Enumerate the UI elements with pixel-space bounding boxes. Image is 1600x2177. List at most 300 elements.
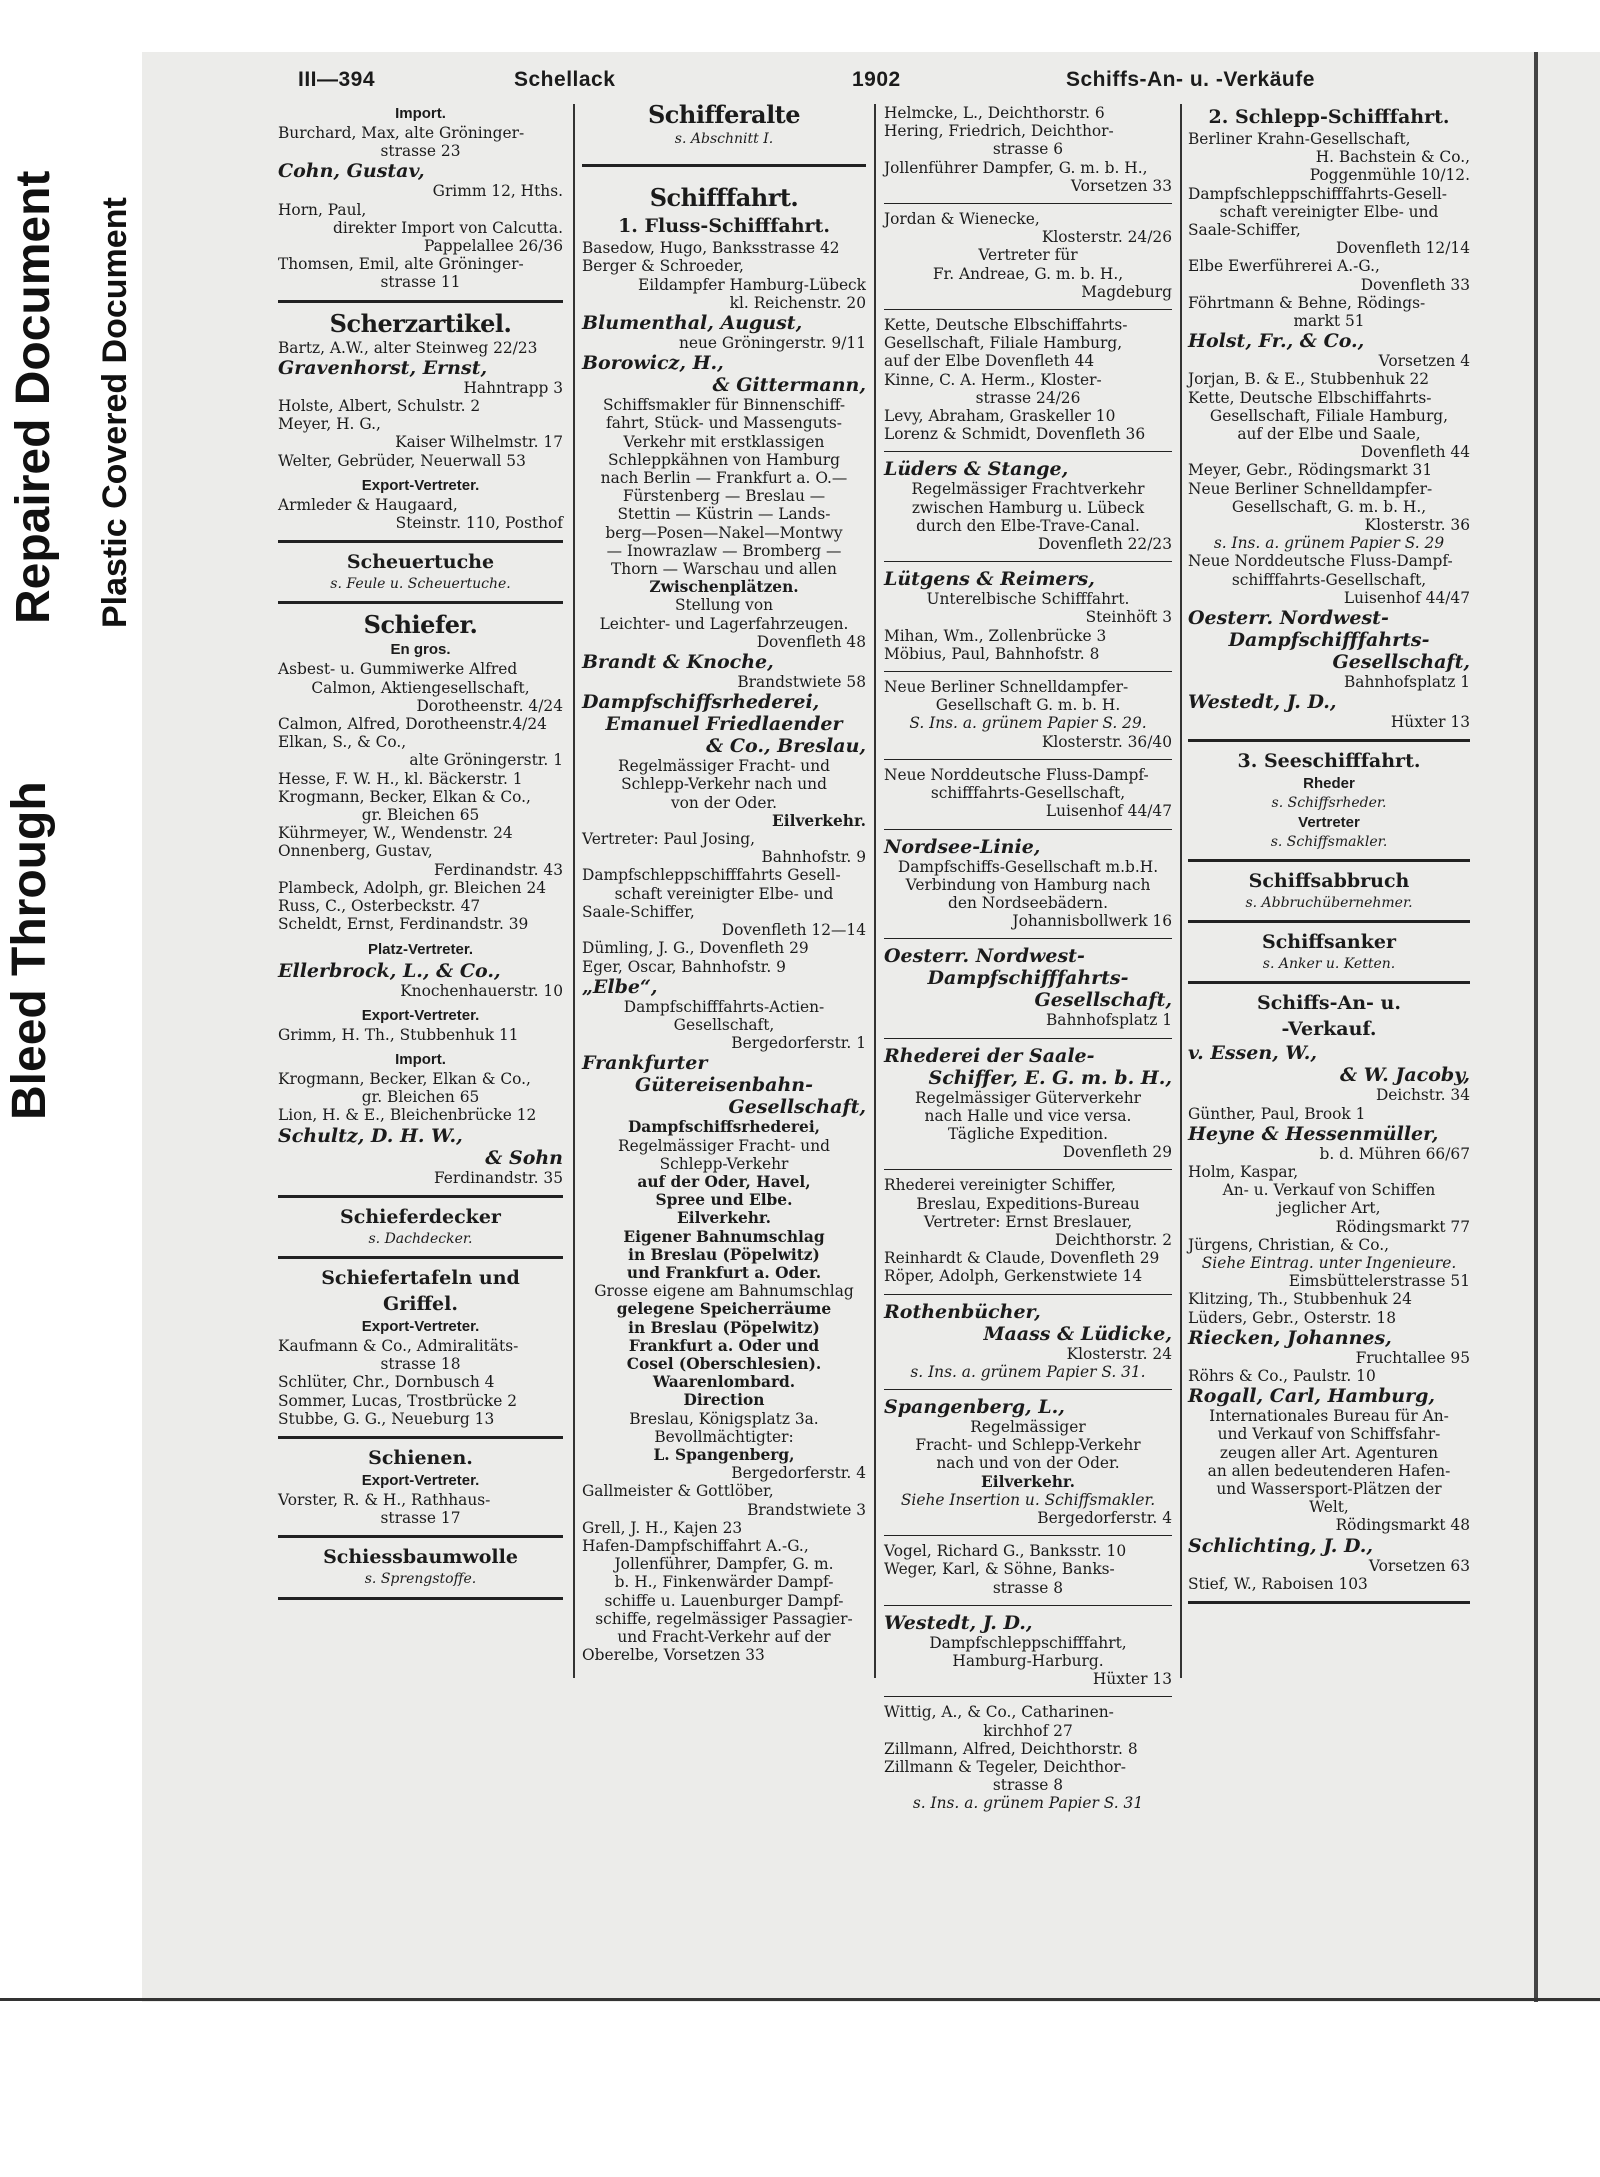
entry-line: gr. Bleichen 65	[361, 806, 480, 825]
entry-line: Dampfschiffsrhederei,	[627, 1118, 821, 1137]
entry-address: Dovenfleth 48	[756, 632, 866, 651]
entry: Lüders, Gebr., Osterstr. 18	[1188, 1308, 1397, 1327]
entry-line: Regelmässiger Frachtverkehr	[911, 480, 1145, 499]
entry-firm: Emanuel Friedlaender	[605, 713, 843, 736]
entry-line: H. Bachstein & Co.,	[1315, 148, 1470, 167]
entry-line: Waarenlombard.	[652, 1373, 796, 1392]
entry-line: schaft vereinigter Elbe- und	[1219, 202, 1439, 221]
entry-line: und Fracht-Verkehr auf der	[617, 1628, 831, 1646]
entry-address: Dovenfleth 22/23	[1037, 535, 1172, 554]
entry: Russ, C., Osterbeckstr. 47	[278, 897, 481, 916]
entry: Onnenberg, Gustav,	[278, 842, 433, 861]
section-rule	[884, 1535, 1172, 1536]
entry-line: in Breslau (Pöpelwitz)	[628, 1245, 820, 1264]
entry-firm: Schultz, D. H. W.,	[278, 1124, 463, 1147]
entry-line: nach und von der Oder.	[936, 1454, 1120, 1473]
entry: Zillmann, Alfred, Deichthorstr. 8	[884, 1739, 1138, 1758]
section-rule	[884, 1389, 1172, 1390]
entry: Asbest- u. Gummiwerke Alfred	[278, 660, 518, 679]
entry: Berger & Schroeder,	[582, 257, 744, 276]
entry-address: Deichthorstr. 2	[1055, 1230, 1172, 1249]
see-reference: s. Dachdecker.	[368, 1230, 473, 1247]
entry-address: Magdeburg	[1081, 282, 1172, 301]
entry: Armleder & Haugaard,	[278, 495, 458, 514]
entry-firm: Lüders & Stange,	[884, 458, 1069, 481]
entry-line: Gesellschaft G. m. b. H.	[935, 696, 1121, 715]
entry: Dampfschleppschifffahrts Gesell-	[582, 866, 841, 885]
entry-line: Dampfschiffs-Gesellschaft m.b.H.	[897, 857, 1159, 876]
entry-firm: Gütereisenbahn-	[635, 1074, 813, 1097]
entry-firm: Gesellschaft,	[1332, 651, 1470, 674]
entry-line: Dampfschifffahrts-Actien-	[623, 997, 825, 1016]
entry-line: Eigener Bahnumschlag	[623, 1227, 825, 1246]
section-rule	[884, 1696, 1172, 1697]
entry-line: strasse 6	[992, 140, 1064, 159]
entry-line: auf der Oder, Havel,	[637, 1172, 811, 1191]
entry: Elbe Ewerführerei A.-G.,	[1188, 257, 1380, 276]
repaired-document-label: Repaired Document	[7, 170, 60, 624]
entry: Röper, Adolph, Gerkenstwiete 14	[884, 1267, 1143, 1286]
page-number: III—394	[298, 68, 376, 91]
entry-line: Frankfurt a. Oder und	[628, 1336, 820, 1355]
entry-line: kirchhof 27	[983, 1721, 1073, 1740]
entry-line: Calmon, Aktiengesellschaft,	[311, 678, 530, 697]
entry: Meyer, Gebr., Rödingsmarkt 31	[1188, 461, 1433, 480]
entry-address: Kaiser Wilhelmstr. 17	[395, 433, 563, 452]
entry-line: zeugen aller Art. Agenturen	[1219, 1443, 1439, 1462]
entry-address: Bahnhofsplatz 1	[1045, 1011, 1172, 1030]
entry-firm: Oesterr. Nordwest-	[884, 945, 1085, 968]
section-rule	[1188, 920, 1470, 923]
section-rule	[884, 1294, 1172, 1295]
entry-firm: Dampfschifffahrts-	[927, 967, 1129, 990]
section-heading: -Verkauf.	[1281, 1018, 1377, 1041]
entry-line: Vertreter: Ernst Breslauer,	[923, 1212, 1133, 1231]
section-rule	[884, 451, 1172, 452]
section-rule	[1188, 981, 1470, 984]
entry-line: Hamburg-Harburg.	[952, 1651, 1104, 1670]
entry-line: direkter Import von Calcutta.	[333, 218, 563, 237]
entry-line: auf der Elbe und Saale,	[1237, 425, 1421, 444]
entry-line: schifffahrts-Gesellschaft,	[930, 784, 1126, 803]
entry: Scheldt, Ernst, Ferdinandstr. 39	[278, 915, 529, 934]
entry-firm: Blumenthal, August,	[582, 312, 803, 335]
entry-line: Welt,	[1309, 1498, 1349, 1517]
entry: Stubbe, G. G., Neueburg 13	[278, 1409, 495, 1428]
section-heading: Schiffs-An- u.	[1257, 992, 1401, 1015]
entry-line: Jollenführer, Dampfer, G. m.	[614, 1555, 834, 1574]
section-heading: Schiffsabbruch	[1248, 869, 1410, 892]
entry-line: auf der Elbe Dovenfleth 44	[884, 352, 1095, 371]
entry-line: nach Halle und vice versa.	[924, 1106, 1132, 1125]
header-year: 1902	[852, 68, 901, 91]
entry-address: Vorsetzen 4	[1378, 352, 1470, 371]
section-rule	[884, 1038, 1172, 1039]
entry: Burchard, Max, alte Gröninger-	[278, 124, 525, 142]
header-left-word: Schellack	[514, 68, 616, 91]
entry-address: Fruchtallee 95	[1355, 1348, 1470, 1367]
entry-line: durch den Elbe-Trave-Canal.	[916, 516, 1140, 535]
entry: Neue Berliner Schnelldampfer-	[1188, 479, 1433, 498]
entry-line: Siehe Eintrag. unter Ingenieure.	[1201, 1253, 1457, 1272]
entry-firm: & Co., Breslau,	[706, 735, 866, 758]
entry-line: Gesellschaft,	[673, 1015, 775, 1034]
entry: Vogel, Richard G., Banksstr. 10	[884, 1542, 1127, 1561]
entry: Reinhardt & Claude, Dovenfleth 29	[884, 1249, 1160, 1268]
entry-address: Luisenhof 44/47	[1045, 802, 1172, 821]
entry-firm: Brandt & Knoche,	[582, 651, 774, 674]
section-rule	[278, 300, 563, 303]
entry-line: Breslau, Königsplatz 3a.	[629, 1409, 819, 1428]
section-subheading: Export-Vertreter.	[361, 1471, 480, 1489]
entry: Berliner Krahn-Gesellschaft,	[1188, 130, 1411, 148]
entry-line: Vertreter für	[978, 246, 1078, 265]
section-subheading: Vertreter	[1298, 813, 1360, 831]
section-heading: 2. Schlepp-Schifffahrt.	[1208, 106, 1450, 128]
entry-line: Schiffsmakler für Binnenschiff-	[602, 396, 846, 415]
see-reference: s. Feule u. Scheuertuche.	[330, 576, 511, 593]
section-rule	[884, 759, 1172, 760]
entry-address: Hahntrapp 3	[463, 378, 563, 397]
entry-line: Stettin — Küstrin — Lands-	[617, 505, 831, 524]
entry-address: Klosterstr. 36/40	[1041, 732, 1172, 751]
bleed-through-label: Bleed Through	[3, 781, 56, 1120]
entry: Krogmann, Becker, Elkan & Co.,	[278, 787, 531, 806]
entry-line: und Wassersport-Plätzen der	[1216, 1479, 1442, 1498]
entry-firm: Rothenbücher,	[884, 1300, 1041, 1323]
section-subheading: Import.	[395, 105, 446, 122]
entry-firm: Spangenberg, L.,	[884, 1395, 1065, 1418]
entry-line: L. Spangenberg,	[653, 1445, 795, 1464]
entry-firm: Oesterr. Nordwest-	[1188, 607, 1389, 630]
entry: Stief, W., Raboisen 103	[1188, 1574, 1368, 1593]
entry-address: Klosterstr. 24/26	[1041, 228, 1172, 247]
entry-firm: Maass & Lüdicke,	[983, 1322, 1172, 1345]
see-reference: s. Anker u. Ketten.	[1262, 956, 1396, 973]
entry: Grimm, H. Th., Stubbenhuk 11	[278, 1025, 519, 1044]
entry-firm: v. Essen, W.,	[1188, 1042, 1317, 1065]
entry: Hering, Friedrich, Deichthor-	[884, 122, 1114, 141]
entry-line: Dampfschleppschifffahrt,	[929, 1633, 1127, 1652]
entry-line: Schlepp-Verkehr	[659, 1154, 789, 1173]
entry-address: Dovenfleth 12/14	[1335, 239, 1470, 258]
entry: Horn, Paul,	[278, 200, 367, 219]
entry-line: Eilverkehr.	[677, 1209, 771, 1228]
entry-firm: Gesellschaft,	[1034, 989, 1172, 1012]
entry-address: Bergedorferstr. 4	[731, 1464, 866, 1483]
entry: Welter, Gebrüder, Neuerwall 53	[278, 451, 526, 470]
entry-address: Vorsetzen 33	[1070, 176, 1172, 195]
entry-line: Gesellschaft, G. m. b. H.,	[1231, 497, 1427, 516]
section-rule	[1188, 859, 1470, 862]
entry: Kette, Deutsche Elbschiffahrts-	[884, 316, 1128, 335]
entry-line: Breslau, Expeditions-Bureau	[916, 1194, 1140, 1213]
entry-line: markt 51	[1293, 312, 1365, 331]
entry: Jorjan, B. & E., Stubbenhuk 22	[1188, 370, 1430, 389]
entry-line: Saale-Schiffer,	[1188, 221, 1301, 240]
entry: Sommer, Lucas, Trostbrücke 2	[278, 1391, 517, 1410]
entry-address: Hüxter 13	[1390, 713, 1470, 732]
entry-line: und Frankfurt a. Oder.	[626, 1263, 822, 1282]
entry-line: Regelmässiger Fracht- und	[618, 1136, 830, 1155]
entry-line: Unterelbische Schifffahrt.	[926, 590, 1130, 609]
section-subheading: Import.	[395, 1050, 446, 1068]
entry-line: An- u. Verkauf von Schiffen	[1222, 1181, 1436, 1200]
section-heading: Schiefertafeln und	[321, 1266, 520, 1289]
entry: Dampfschleppschifffahrts-Gesell-	[1188, 184, 1447, 203]
bottom-border	[0, 1998, 1600, 2001]
entry-address: Eimsbüttelerstrasse 51	[1288, 1272, 1470, 1291]
entry-address: Brandstwiete 3	[747, 1500, 866, 1519]
entry-line: Thorn — Warschau und allen	[611, 560, 837, 579]
entry: Weger, Karl, & Söhne, Banks-	[884, 1560, 1115, 1579]
entry: Föhrtmann & Behne, Rödings-	[1188, 293, 1426, 312]
entry-line: gelegene Speicherräume	[616, 1300, 832, 1319]
entry: Levy, Abraham, Graskeller 10	[884, 407, 1116, 426]
entry-firm: Westedt, J. D.,	[884, 1611, 1033, 1634]
see-reference: s. Schiffsrheder.	[1271, 795, 1387, 812]
entry-firm: Dampfschiffsrhederei,	[582, 691, 820, 714]
entry-address: Klosterstr. 36	[1364, 516, 1470, 535]
entry-address: Pappelallee 26/36	[423, 237, 563, 256]
entry-line: den Nordseebädern.	[948, 893, 1108, 912]
section-rule	[884, 671, 1172, 672]
entry: Schlüter, Chr., Dornbusch 4	[278, 1373, 495, 1392]
entry-address: Dovenfleth 29	[1062, 1143, 1172, 1162]
entry-line: Cosel (Oberschlesien).	[626, 1354, 822, 1373]
entry-address: Oberelbe, Vorsetzen 33	[582, 1646, 765, 1665]
entry-address: Dovenfleth 33	[1360, 275, 1470, 294]
entry-address: Klosterstr. 24	[1066, 1344, 1172, 1363]
section-rule	[884, 203, 1172, 204]
entry-line: schiffe u. Lauenburger Dampf-	[604, 1591, 844, 1610]
entry-address: Dorotheenstr. 4/24	[416, 696, 563, 715]
entry: Wittig, A., & Co., Catharinen-	[884, 1703, 1114, 1722]
entry-line: Gesellschaft, Filiale Hamburg,	[884, 334, 1123, 353]
entry-line: zwischen Hamburg u. Lübeck	[911, 498, 1145, 517]
column-2	[582, 100, 866, 1665]
section-rule	[278, 1436, 563, 1439]
section-heading: 3. Seeschifffahrt.	[1237, 750, 1421, 773]
entry-firm: Heyne & Hessenmüller,	[1188, 1122, 1439, 1145]
column-1	[278, 104, 563, 1606]
entry-address: Knochenhauerstr. 10	[400, 981, 563, 1000]
entry: Neue Norddeutsche Fluss-Dampf-	[1188, 552, 1453, 571]
entry-line: schiffe, regelmässiger Passagier-	[595, 1609, 853, 1628]
section-heading: Schienen.	[368, 1446, 473, 1469]
entry: Helmcke, L., Deichthorstr. 6	[884, 104, 1105, 122]
entry: Lorenz & Schmidt, Dovenfleth 36	[884, 425, 1146, 444]
see-reference: s. Schiffsmakler.	[1270, 833, 1388, 850]
entry: Calmon, Alfred, Dorotheenstr.4/24	[278, 715, 547, 734]
entry-line: schaft vereinigter Elbe- und	[614, 884, 834, 903]
section-subheading: Export-Vertreter.	[361, 1317, 480, 1335]
entry-line: Regelmässiger	[970, 1417, 1086, 1436]
section-rule	[884, 938, 1172, 939]
section-rule	[1188, 739, 1470, 742]
section-heading: Schiessbaumwolle	[323, 1546, 518, 1569]
section-rule	[884, 309, 1172, 310]
entry: Holm, Kaspar,	[1188, 1162, 1299, 1181]
entry-line: von der Oder.	[670, 793, 778, 812]
entry-line: Fr. Andreae, G. m. b. H.,	[932, 264, 1124, 283]
entry-line: strasse 11	[380, 273, 461, 292]
entry: Günther, Paul, Brook 1	[1188, 1104, 1366, 1123]
entry-line: jeglicher Art,	[1277, 1199, 1381, 1218]
entry-line: s. Ins. a. grünem Papier S. 29	[1213, 534, 1445, 553]
entry-line: Regelmässiger Güterverkehr	[915, 1088, 1141, 1107]
entry-firm: Holst, Fr., & Co.,	[1188, 330, 1365, 353]
entry-line: Schlepp-Verkehr nach und	[621, 775, 827, 794]
entry: Eger, Oscar, Bahnhofstr. 9	[582, 957, 786, 976]
side-label-panel	[0, 60, 150, 1140]
entry-line: Fürstenberg — Breslau —	[622, 487, 826, 506]
entry-line: Saale-Schiffer,	[582, 902, 695, 921]
entry-line: und Verkauf von Schiffsfahr-	[1217, 1425, 1441, 1444]
entry-line: s. Ins. a. grünem Papier S. 31	[912, 1794, 1144, 1813]
section-rule	[1188, 1601, 1470, 1604]
entry-line: Tägliche Expedition.	[947, 1124, 1109, 1143]
entry: Röhrs & Co., Paulstr. 10	[1188, 1366, 1376, 1385]
entry-line: Direction	[683, 1391, 765, 1410]
entry-address: alte Gröningerstr. 1	[409, 751, 563, 770]
entry: Neue Berliner Schnelldampfer-	[884, 678, 1129, 697]
entry-address: b. d. Mühren 66/67	[1319, 1144, 1470, 1163]
section-rule	[884, 829, 1172, 830]
entry-firm: Frankfurter	[582, 1052, 708, 1075]
entry-address: neue Gröningerstr. 9/11	[678, 334, 866, 353]
section-subheading: Export-Vertreter.	[361, 476, 480, 494]
section-heading: Schifffahrt.	[649, 183, 799, 213]
see-reference: s. Abbruchübernehmer.	[1245, 894, 1413, 911]
entry-line: Regelmässiger Fracht- und	[618, 757, 830, 776]
entry-line: Grosse eigene am Bahnumschlag	[594, 1282, 854, 1301]
see-reference: s. Sprengstoffe.	[364, 1571, 477, 1588]
entry-line: Eilverkehr.	[772, 811, 866, 830]
section-rule	[278, 1195, 563, 1198]
section-subheading: Platz-Vertreter.	[367, 940, 474, 958]
entry: Hesse, F. W. H., kl. Bäckerstr. 1	[278, 769, 523, 788]
section-heading: Scherzartikel.	[329, 308, 512, 338]
entry-firm: Borowicz, H.,	[582, 352, 724, 375]
entry: Krogmann, Becker, Elkan & Co.,	[278, 1069, 531, 1088]
section-subheading: Export-Vertreter.	[361, 1006, 480, 1024]
entry-line: S. Ins. a. grünem Papier S. 29.	[909, 714, 1147, 733]
entry-line: Spree und Elbe.	[655, 1191, 793, 1210]
entry-firm: & Gittermann,	[712, 374, 866, 397]
column-4	[1188, 104, 1470, 1610]
entry: Gallmeister & Gottlöber,	[582, 1482, 774, 1501]
entry: Meyer, H. G.,	[278, 415, 381, 434]
entry: Dümling, J. G., Dovenfleth 29	[582, 939, 809, 958]
entry-line: in Breslau (Pöpelwitz)	[628, 1318, 820, 1337]
column-divider	[874, 104, 876, 1678]
entry-address: Grimm 12, Hths.	[432, 182, 563, 201]
entry: Jürgens, Christian, & Co.,	[1188, 1235, 1389, 1254]
entry-line: Stellung von	[674, 596, 774, 615]
entry-address: Dovenfleth 12—14	[721, 921, 866, 940]
entry: Kinne, C. A. Herm., Kloster-	[884, 370, 1102, 389]
entry-line: Leichter- und Lagerfahrzeugen.	[599, 614, 849, 633]
entry-line: Verbindung von Hamburg nach	[905, 875, 1151, 894]
entry-address: Dovenfleth 44	[1360, 443, 1470, 462]
entry: Jordan & Wienecke,	[884, 210, 1040, 229]
entry-firm: Rhederei der Saale-	[884, 1044, 1095, 1067]
entry-address: Deichstr. 34	[1375, 1086, 1470, 1105]
entry-address: Rödingsmarkt 48	[1335, 1516, 1470, 1535]
entry-line: Gesellschaft, Filiale Hamburg,	[1209, 406, 1449, 425]
section-rule	[884, 1169, 1172, 1170]
entry-address: Poggenmühle 10/12.	[1309, 166, 1470, 185]
entry: Plambeck, Adolph, gr. Bleichen 24	[278, 878, 547, 897]
section-subheading: En gros.	[390, 641, 451, 659]
entry-firm: Rogall, Carl, Hamburg,	[1188, 1385, 1435, 1408]
entry-line: Internationales Bureau für An-	[1209, 1407, 1449, 1426]
entry: Vorster, R. & H., Rathhaus-	[278, 1490, 491, 1509]
entry: Möbius, Paul, Bahnhofstr. 8	[884, 644, 1100, 663]
entry: Zillmann & Tegeler, Deichthor-	[884, 1758, 1126, 1776]
entry-firm: Lütgens & Reimers,	[884, 568, 1095, 591]
section-rule	[884, 1605, 1172, 1606]
entry-line: gr. Bleichen 65	[361, 1088, 480, 1107]
entry: Holste, Albert, Schulstr. 2	[278, 397, 481, 416]
entry-address: Bahnhofstr. 9	[761, 848, 866, 867]
entry-address: kl. Reichenstr. 20	[729, 293, 866, 312]
entry-line: Fracht- und Schlepp-Verkehr	[915, 1436, 1141, 1455]
entry-line: strasse 18	[380, 1355, 461, 1374]
entry-address: Vorsetzen 63	[1368, 1556, 1470, 1575]
entry-address: Steinhöft 3	[1085, 608, 1172, 627]
entry: Neue Norddeutsche Fluss-Dampf-	[884, 765, 1149, 784]
entry: Kührmeyer, W., Wendenstr. 24	[278, 824, 513, 843]
entry-address: Hüxter 13	[1092, 1670, 1172, 1689]
entry-line: b. H., Finkenwärder Dampf-	[614, 1573, 834, 1592]
section-heading: Schiefer.	[363, 610, 478, 640]
entry-address: Johannisbollwerk 16	[1012, 912, 1172, 931]
entry: Hafen-Dampfschiffahrt A.-G.,	[582, 1536, 809, 1555]
entry-line: strasse 17	[380, 1509, 461, 1528]
column-divider	[1180, 104, 1182, 1678]
entry-line: nach Berlin — Frankfurt a. O.—	[600, 469, 848, 488]
entry-address: Rödingsmarkt 77	[1335, 1217, 1470, 1236]
section-heading: Schieferdecker	[340, 1205, 501, 1228]
plastic-covered-label: Plastic Covered Document	[96, 197, 134, 628]
column-3	[884, 104, 1172, 1813]
entry-line: strasse 24/26	[975, 388, 1081, 407]
entry-firm: Schiffer, E. G. m. b. H.,	[928, 1066, 1172, 1089]
section-heading: Schifferalte	[647, 100, 801, 129]
entry-line: s. Ins. a. grünem Papier S. 31.	[910, 1362, 1146, 1381]
entry-line: Vertreter: Paul Josing,	[582, 830, 756, 849]
entry-address: Ferdinandstr. 43	[433, 860, 563, 879]
section-heading: Griffel.	[383, 1292, 458, 1315]
entry-line: Zwischenplätzen.	[649, 578, 799, 597]
column-divider	[573, 104, 575, 1678]
entry-firm: Schlichting, J. D.,	[1188, 1534, 1374, 1557]
entry-address: Luisenhof 44/47	[1343, 588, 1470, 607]
entry-line: strasse 23	[380, 142, 461, 161]
entry-address: Ferdinandstr. 35	[433, 1168, 563, 1187]
entry-line: Eilverkehr.	[981, 1472, 1075, 1491]
entry: Mihan, Wm., Zollenbrücke 3	[884, 626, 1107, 645]
entry-line: an allen bedeutenderen Hafen-	[1207, 1461, 1451, 1480]
page-edge	[1534, 52, 1538, 2002]
entry: Grell, J. H., Kajen 23	[582, 1518, 743, 1537]
section-heading: 1. Fluss-Schifffahrt.	[618, 215, 830, 238]
entry-line: Eildampfer Hamburg-Lübeck	[637, 275, 866, 294]
see-reference: s. Abschnitt I.	[674, 131, 774, 147]
section-rule	[278, 540, 563, 543]
